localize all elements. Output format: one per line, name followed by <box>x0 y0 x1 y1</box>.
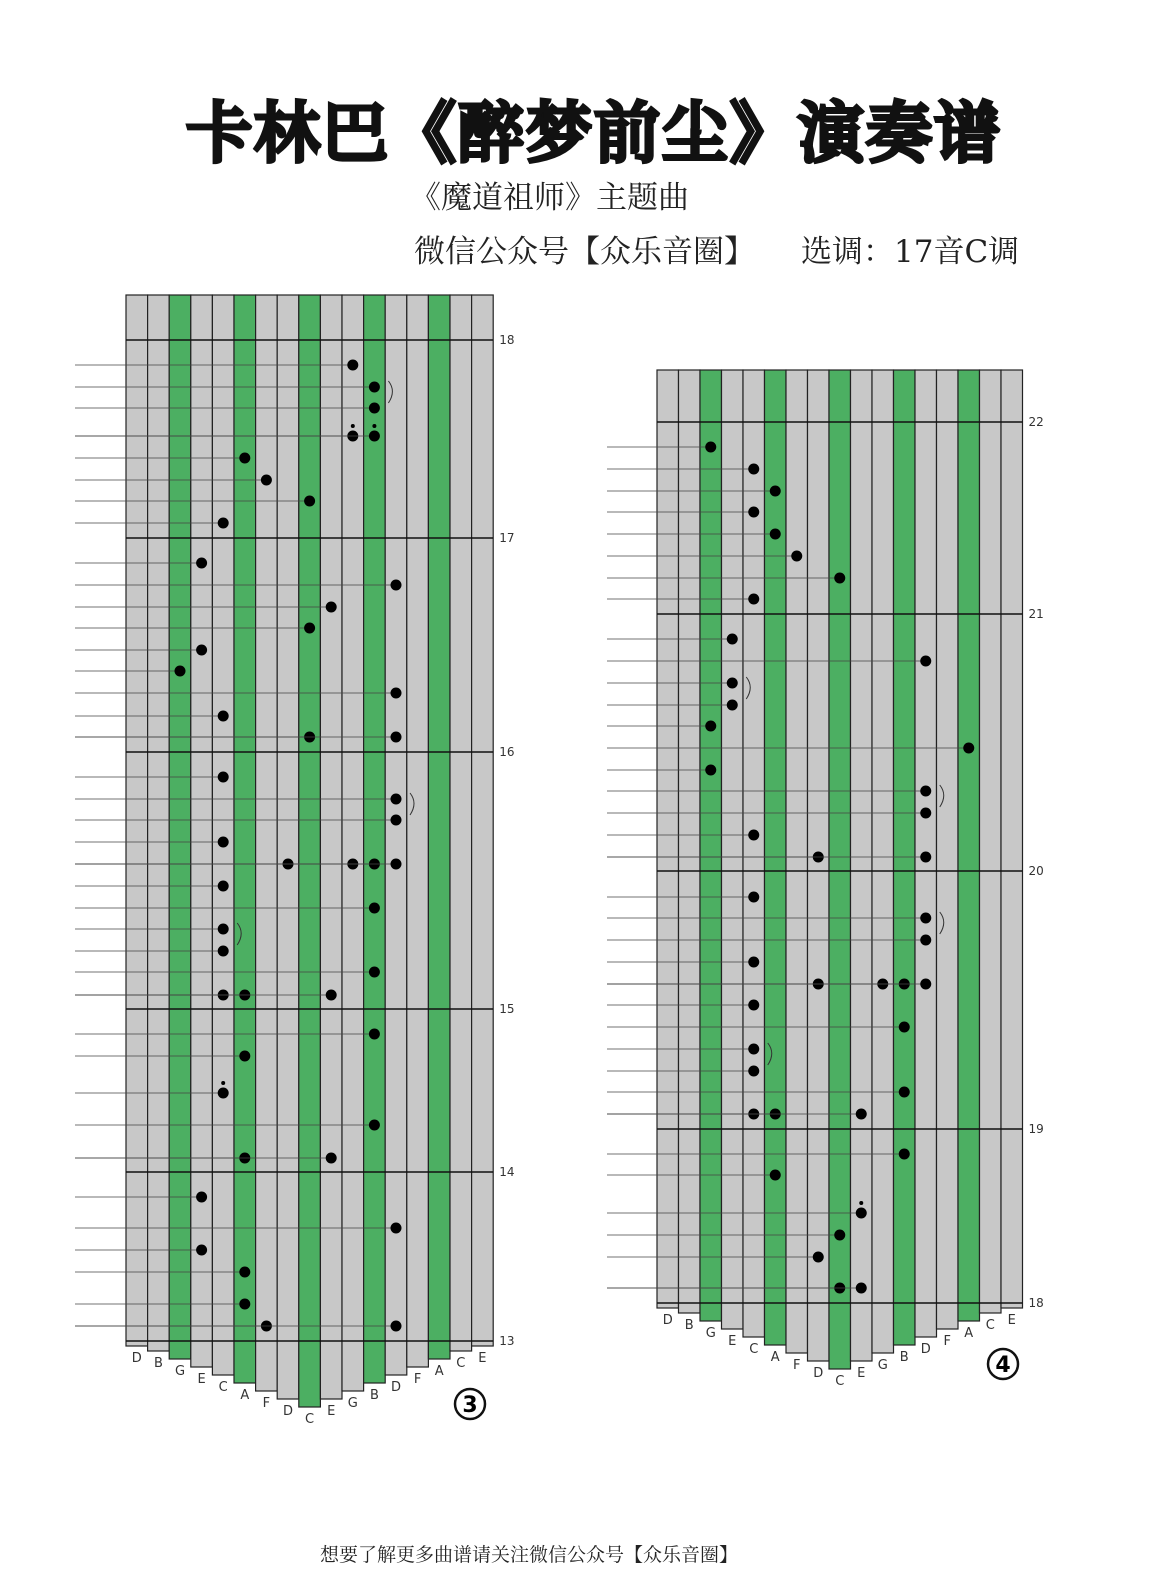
note-dot <box>770 1170 781 1181</box>
measure-number: 18 <box>1028 1296 1044 1310</box>
note-dot <box>748 957 759 968</box>
key-label: D <box>390 1380 402 1395</box>
note-dot <box>856 1283 867 1294</box>
key-label: A <box>770 1350 780 1365</box>
key-label: F <box>413 1372 422 1387</box>
note-dot <box>326 602 337 613</box>
measure-number: 14 <box>499 1165 515 1179</box>
note-dot <box>218 1088 229 1099</box>
key-label: C <box>749 1342 759 1357</box>
kalimba-keys <box>126 295 493 1427</box>
key-b <box>679 370 701 1313</box>
note-dot <box>218 772 229 783</box>
page-number: 4 <box>995 1353 1011 1378</box>
note-dot <box>369 1120 380 1131</box>
key-a-marked <box>958 370 980 1321</box>
key-label: C <box>218 1380 228 1395</box>
key-b-marked <box>364 295 386 1383</box>
tab-panel-4 <box>607 370 1044 1389</box>
measure-number: 13 <box>499 1334 515 1348</box>
key-d <box>126 295 148 1346</box>
note-dot <box>920 852 931 863</box>
note-dot <box>261 475 272 486</box>
measure-number: 19 <box>1028 1122 1044 1136</box>
note-dot <box>304 496 315 507</box>
note-dot <box>727 634 738 645</box>
note-dot <box>727 678 738 689</box>
note-dot <box>748 1044 759 1055</box>
note-dot <box>705 442 716 453</box>
wechat-account: 微信公众号【众乐音圈】 <box>414 234 755 270</box>
note-dot <box>369 431 380 442</box>
subtitle: 《魔道祖师》主题曲 <box>410 180 689 216</box>
key-e <box>320 295 342 1399</box>
note-dot <box>770 486 781 497</box>
key-g-marked <box>700 370 722 1321</box>
key-label: D <box>282 1404 294 1419</box>
note-dot <box>727 700 738 711</box>
note-dot <box>813 1252 824 1263</box>
page-title: 卡林巴《醉梦前尘》演奏谱 <box>186 95 1002 172</box>
key-label: D <box>813 1366 824 1381</box>
note-dot <box>239 1299 250 1310</box>
key-e <box>722 370 744 1329</box>
measure-number: 16 <box>499 745 515 759</box>
key-label: E <box>857 1366 866 1381</box>
octave-dot <box>859 1201 863 1205</box>
note-dot <box>856 1109 867 1120</box>
note-dot <box>196 1245 207 1256</box>
note-dot <box>391 1321 402 1332</box>
note-dot <box>920 935 931 946</box>
key-label: E <box>197 1372 206 1387</box>
key-label: G <box>347 1396 358 1411</box>
key-d <box>385 295 407 1375</box>
key-e <box>191 295 213 1367</box>
note-dot <box>196 645 207 656</box>
note-dot <box>770 529 781 540</box>
note-dot <box>326 990 337 1001</box>
key-label: C <box>835 1374 845 1389</box>
note-dot <box>391 580 402 591</box>
note-dot <box>369 903 380 914</box>
note-dot <box>899 1087 910 1098</box>
key-a-marked <box>765 370 787 1345</box>
measure-number: 15 <box>499 1002 515 1016</box>
note-dot <box>856 1208 867 1219</box>
note-dot <box>748 1000 759 1011</box>
key-d <box>657 370 679 1308</box>
note-dot <box>391 688 402 699</box>
note-dot <box>218 711 229 722</box>
note-dot <box>899 1149 910 1160</box>
note-dot <box>369 382 380 393</box>
note-dot <box>791 551 802 562</box>
note-dot <box>196 558 207 569</box>
note-dot <box>748 1066 759 1077</box>
key-label: A <box>964 1326 974 1341</box>
key-c-marked <box>299 295 321 1407</box>
key-b <box>148 295 170 1351</box>
key-label: A <box>240 1388 250 1403</box>
note-dot <box>218 924 229 935</box>
note-dot <box>920 786 931 797</box>
key-f <box>407 295 429 1367</box>
key-label: E <box>728 1334 737 1349</box>
note-dot <box>391 794 402 805</box>
note-dot <box>748 464 759 475</box>
note-dot <box>239 1267 250 1278</box>
note-dot <box>748 594 759 605</box>
note-dot <box>899 1022 910 1033</box>
key-label: B <box>153 1356 163 1371</box>
key-label: B <box>684 1318 694 1333</box>
measure-number: 21 <box>1028 607 1044 621</box>
key-f <box>256 295 278 1391</box>
key-label: D <box>662 1313 673 1328</box>
octave-dot <box>351 424 355 428</box>
tab-panel-3 <box>75 295 514 1427</box>
key-e <box>472 295 494 1346</box>
note-dot <box>748 507 759 518</box>
page-number: 3 <box>462 1393 478 1418</box>
key-c <box>212 295 234 1375</box>
key-label: D <box>920 1342 931 1357</box>
note-dot <box>369 967 380 978</box>
key-label: F <box>262 1396 271 1411</box>
footer-text: 想要了解更多曲谱请关注微信公众号【众乐音圈】 <box>320 1544 739 1566</box>
note-dot <box>218 837 229 848</box>
key-c <box>980 370 1002 1313</box>
key-label: G <box>174 1364 186 1379</box>
note-dot <box>347 360 358 371</box>
key-label: E <box>478 1351 487 1366</box>
note-dot <box>369 403 380 414</box>
key-b-marked <box>894 370 916 1345</box>
note-dot <box>391 859 402 870</box>
key-label: E <box>1007 1313 1016 1328</box>
note-dot <box>196 1192 207 1203</box>
key-label: E <box>327 1404 336 1419</box>
note-dot <box>963 743 974 754</box>
key-c-marked <box>829 370 851 1369</box>
key-g <box>872 370 894 1353</box>
key-label: C <box>985 1318 995 1333</box>
octave-dot <box>221 1081 225 1085</box>
key-label: B <box>369 1388 379 1403</box>
key-label: F <box>943 1334 951 1349</box>
note-dot <box>920 913 931 924</box>
note-dot <box>834 1230 845 1241</box>
key-a-marked <box>428 295 450 1359</box>
key-label: G <box>705 1326 716 1341</box>
key-c <box>450 295 472 1351</box>
note-dot <box>748 892 759 903</box>
key-selection: 选调：17音C调 <box>801 234 1020 270</box>
key-d <box>277 295 299 1399</box>
note-dot <box>218 881 229 892</box>
note-dot <box>175 666 186 677</box>
key-e <box>1001 370 1023 1308</box>
measure-number: 18 <box>499 333 515 347</box>
note-dot <box>705 765 716 776</box>
key-label: G <box>877 1358 888 1373</box>
key-f <box>937 370 959 1329</box>
note-dot <box>239 1051 250 1062</box>
key-label: D <box>131 1351 142 1366</box>
note-dot <box>391 815 402 826</box>
note-dot <box>218 518 229 529</box>
note-dot <box>239 453 250 464</box>
key-label: C <box>456 1356 466 1371</box>
key-g-marked <box>169 295 191 1359</box>
key-label: F <box>793 1358 801 1373</box>
measure-number: 20 <box>1028 864 1044 878</box>
octave-dot <box>372 424 376 428</box>
note-dot <box>304 623 315 634</box>
measure-number: 17 <box>499 531 515 545</box>
note-dot <box>369 1029 380 1040</box>
note-dot <box>748 830 759 841</box>
key-label: A <box>434 1364 444 1379</box>
note-dot <box>705 721 716 732</box>
key-label: B <box>899 1350 909 1365</box>
note-dot <box>326 1153 337 1164</box>
note-dot <box>920 656 931 667</box>
key-f <box>786 370 808 1353</box>
key-d <box>808 370 830 1361</box>
note-dot <box>218 946 229 957</box>
note-dot <box>391 732 402 743</box>
measure-number: 22 <box>1028 415 1044 429</box>
key-label: C <box>305 1412 315 1427</box>
note-dot <box>920 979 931 990</box>
key-g <box>342 295 364 1391</box>
note-dot <box>391 1223 402 1234</box>
note-dot <box>920 808 931 819</box>
note-dot <box>834 573 845 584</box>
